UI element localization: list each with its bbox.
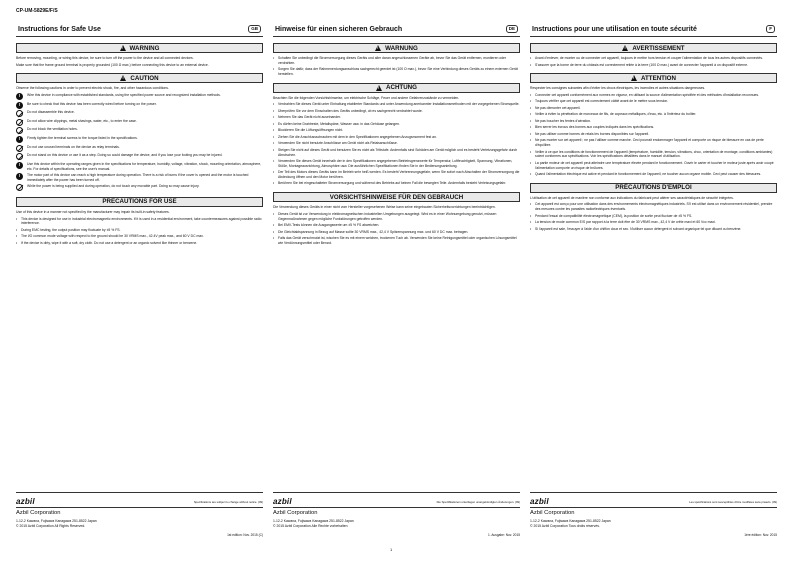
caution-item: • Quand l'alimentation électrique est active et pendant le fonctionnement de l'appareil, ne toucher aucun organe mobile. Ceci peut causer des blessures. [530,172,777,177]
caution-item: • Der Teil des Motors dieses Geräts kann im Betrieb sehr heiß werden. Es besteht Verbrennungsgefahr, wenn Sie sofort nach Abschalten der Stromversorgung die Abdeckung öffnen und den Motor berühren. [273,170,520,179]
precaution-item: • Falls das Gerät verschmutzt ist, wischen Sie es mit einem weichen, trockenen Tuch ab. Verwenden Sie keine Reinigungsmittel oder organischen Lösungsmittel wie Verdünnungsmittel oder Benzol. [273,236,520,245]
footer-divider [273,507,520,508]
corporation-name: Azbil Corporation [530,510,575,516]
precaution-item: • If the device is dirty, wipe it with a soft, dry cloth. Do not use a detergent or an organic solvent like thinner or benzene. [16,241,263,246]
column-english [16,24,263,524]
column-header [273,24,520,37]
caution-item: • Verwenden Sie nicht benutzte Anschlüsse am Gerät nicht als Relaisanschlüsse. [273,141,520,146]
azbil-logo: azbil [16,497,35,506]
column-title: Instructions pour une utilisation en toute sécurité [532,25,697,33]
edition-info: 1. Ausgabe: Nov. 2015 [487,533,520,537]
caution-item: While the power is being supplied and during operation, do not touch any movable part. Doing so may cause injury. [16,184,263,191]
mandatory-action-icon: ! [16,93,23,100]
caution-item: Do not block the ventilation holes. [16,127,263,134]
warning-header: ! AVERTISSEMENT [530,43,777,53]
warning-header: ! WARNUNG [273,43,520,53]
footer-french [530,492,777,546]
caution-item: • Ne pas monter sur cet appareil ; ne pas l'utiliser comme marche. Ceci pourrait endommager l'appareil et comporte un risque de blessure en cas de perte d'équilibre. [530,138,777,147]
copyright: © 2015 Azbil Corporation Tous droits réservés. [530,524,600,528]
mandatory-action-icon: ! [16,136,23,143]
column-header [16,24,263,37]
precaution-item: • Si l'appareil est sale, l'essuyer à l'aide d'un chiffon doux et sec. N'utiliser aucun détergent ni solvant organique tel que diluant ou benzène. [530,227,777,232]
prohibited-icon [16,119,23,126]
warning-text: • S'assurer que la borne de terre du châssis est correctement reliée à la terre (100 Ω max.) avant de connecter l'appareil à un dispositif externe. [530,63,777,68]
warning-text: Before removing, mounting, or wiring this device, be sure to turn off the power to the device and all connected devices. [16,56,194,60]
azbil-logo: azbil [273,497,292,506]
prohibited-icon [16,127,23,134]
caution-item: Do not stand on this device or use it as a step. Doing so could damage the device, and if you lose your footing you may be injured. [16,153,263,160]
language-badge: F [766,25,775,33]
footer-english [16,492,263,546]
caution-header: ! ATTENTION [530,73,777,83]
caution-item: • Nehmen Sie das Gerät nicht auseinander. [273,115,520,120]
warning-header: ! WARNING [16,43,263,53]
precautions-header: PRÉCAUTIONS D'EMPLOI [530,183,777,193]
warning-triangle-icon [120,75,126,81]
caution-header: ! CAUTION [16,73,263,83]
warning-triangle-icon [631,75,637,81]
corporation-name: Azbil Corporation [16,510,61,516]
caution-item: • Toujours vérifier que cet appareil est correctement câblé avant de le mettre sous tension. [530,99,777,104]
copyright: © 2015 Azbil Corporation All Rights Reserved. [16,524,86,528]
precaution-item: • Dieses Gerät ist zur Verwendung in elektromagnetischen industriellen Umgebungen ausgelegt. Wird es in einer Wohnumgebung genutzt, müssen Gegenmaßnahmen gegen mögliche Funkstörungen getroffen werden. [273,212,520,221]
prohibited-icon [16,153,23,160]
azbil-logo: azbil [530,497,549,506]
precaution-item: • During EMC testing, the output position may fluctuate by ±5 % FS. [16,228,263,233]
caution-item: Do not allow wire clippings, metal shavings, water, etc., to enter the case. [16,119,263,126]
precaution-item: • This device is designed for use in industrial electromagnetic environments. If it is used in a residential environment, take countermeasures against possible radio interference. [16,217,263,226]
footer-divider [16,507,263,508]
address: 1-12-2 Kawana, Fujisawa Kanagawa 251-8522 Japan [530,519,611,523]
caution-item: • Überprüfen Sie vor dem Einschalten des Geräts unbedingt, ob es sachgerecht verdrahtet wurde. [273,109,520,114]
copyright: © 2015 Azbil Corporation Alle Rechte vorbehalten [273,524,348,528]
caution-item: Do not use unused terminals on the device as relay terminals. [16,145,263,152]
caution-item: • Ne pas démonter cet appareil. [530,106,777,111]
precaution-item: • Die Gleichtaktspannung in Bezug auf Masse sollte 30 VRMS max., 42,4 V Spitzenspannung max. und 60 V DC max. betragen. [273,230,520,235]
caution-item: ! The motor part of this device can reach a high temperature during operation. There is a risk of burns if the cover is opened and the motor is touched immediately after the power has been turned off. [16,173,263,182]
warning-text: Make sure that the frame ground terminal is properly grounded (100 Ω max.) before connecting this device to an external device. [16,62,209,67]
page-number: 1 [390,547,393,552]
warning-text: • Avant d'enlever, de monter ou de connecter cet appareil, toujours le mettre hors tension et couper l'alimentation de tous les autres dispositifs connectés. [530,56,777,61]
column-title: Hinweise für einen sicheren Gebrauch [275,25,403,33]
caution-item: • Ne pas utiliser comme bornes de relais les bornes disponibles sur l'appareil. [530,132,777,137]
caution-item: • Connecter cet appareil conformément aux normes en vigueur, en utilisant la source d'alimentation spécifiée et des méthodes d'installation reconnues. [530,93,777,98]
precaution-item: • Bei EMV-Tests können die Ausgangswerte um ±5 % FS abweichen. [273,223,520,228]
caution-item: • Ziehen Sie die Anschlussschrauben mit dem in den Spezifikationen angegebenen Anzugsmoment fest an. [273,135,520,140]
document-code: CP-UM-5829E/F/S [16,8,58,14]
warning-triangle-icon [120,45,126,51]
precautions-intro: L'utilisation de cet appareil de manière non conforme aux indications du fabricant peut altérer ses caractéristiques de sécurité intégrées. [530,195,734,200]
caution-item: • La partie moteur de cet appareil peut atteindre une température élevée pendant le fonctionnement. Ouvrir le carter et toucher le moteur juste après avoir coupé l'alimentation comporte un risque de brûlures. [530,161,777,170]
precautions-intro: Use of this device in a manner not specified by the manufacturer may impair its built-in safety features. [16,209,170,214]
precautions-header: VORSICHTSHINWEISE FÜR DEN GEBRAUCH [273,192,520,202]
no-touch-icon [16,184,23,191]
caution-item: • Berühren Sie bei eingeschalteter Stromversorgung und während des Betriebs auf keinen Fall die bewegten Teile. Andernfalls besteht Verletzungsgefahr. [273,181,520,186]
caution-item: • Veiller à éviter la pénétration de morceaux de fils, de copeaux métalliques, d'eau, etc. à l'intérieur du boîtier. [530,112,777,117]
mandatory-action-icon: ! [16,162,23,169]
footer-divider [530,507,777,508]
caution-intro: Observe the following cautions in order to prevent electric shock, fire, and other hazardous conditions. [16,86,169,91]
caution-header: ! ACHTUNG [273,83,520,93]
column-header [530,24,777,37]
caution-item: • Veiller à ce que les conditions de fonctionnement de l'appareil (température, humidité, tension, vibrations, choc, orientation de montage, conditions ambiantes) soient conformes aux spécifications. Voir les spécifications détaillées dans le manuel d'utilisation. [530,150,777,159]
precaution-item: • The I/O common mode voltage with respect to the ground should be 30 VRMS max., 42.4V peak max., and 60 V DC max. [16,234,263,239]
caution-item: • Verwenden Sie dieses Gerät innerhalb der in den Spezifikationen angegebenen Betriebsgrenzwerte für Temperatur, Luftfeuchtigkeit, Spannung, Vibrationen, Stöße, Montageausrichtung, Atmosphäre usw. Die ausführlichen Spezifikationen finden Sie in der Bedienungsanleitung. [273,159,520,168]
language-badge: DE [506,25,518,33]
spec-note: Die Spezifikationen unterliegen unangekündigten Änderungen. (09) [436,500,520,504]
edition-info: 1st edition: Nov. 2015 (C) [227,533,263,537]
precaution-item: • La tension de mode commun E/S par rapport à la terre doit être de 30 VRMS max., 42,4 V de crête maxi et 60 Vcc maxi. [530,220,777,225]
caution-item: • Bien serrer les écrous des bornes aux couples indiqués dans les spécifications. [530,125,777,130]
caution-item: • Verdrahten Sie dieses Gerät unter Einhaltung etablierter Standards und unter Anwendung anerkannter Installationsmethoden mit der vorgegebenen Stromquelle. [273,102,520,107]
corporation-name: Azbil Corporation [273,510,318,516]
precaution-item: • Pendant l'essai de compatibilité électromagnétique (CEM), la position de sortie peut fluctuer de ±5 % FS. [530,214,777,219]
warning-triangle-icon [375,45,381,51]
caution-intro: Beachten Sie die folgenden Vorsichtshinweise, um elektrische Schläge, Feuer und andere Gefahrenzustände zu vermeiden. [273,95,460,100]
caution-item: ! Be sure to check that this device has been correctly wired before turning on the power. [16,102,263,109]
address: 1-12-2 Kawana, Fujisawa Kanagawa 251-8522 Japan [16,519,97,523]
column-french [530,24,777,524]
precautions-header: PRECAUTIONS FOR USE [16,197,263,207]
warning-text: • Schalten Sie unbedingt die Stromversorgung dieses Geräts und aller daran angeschlossenen Geräte ab, bevor Sie das Gerät entfernen, montieren oder verdrahten. [273,56,520,65]
warning-text: • Sorgen Sie dafür, dass der Rahmenerdungsanschluss sachgerecht geerdet ist (100 Ω max.), bevor Sie eine Verbindung dieses Geräts zu einem externen Gerät herstellen. [273,67,520,76]
caution-item: Do not disassemble this device. [16,110,263,117]
column-german [273,24,520,524]
spec-note: Les spécifications sont susceptibles d'être modifiées sans préavis. (09) [689,500,777,504]
caution-item: ! Use this device within the operating ranges given in the specifications for temperature, humidity, voltage, vibration, shock, mounting orientation, atmosphere, etc. For details of specifications, see the user's manual. [16,162,263,171]
footer-german [273,492,520,546]
address: 1-12-2 Kawana, Fujisawa Kanagawa 251-8522 Japan [273,519,354,523]
no-disassembly-icon [16,110,23,117]
edition-info: 1ère édition: Nov. 2015 [744,533,777,537]
mandatory-action-icon: ! [16,173,23,180]
mandatory-action-icon: ! [16,102,23,109]
warning-triangle-icon [622,45,628,51]
prohibited-icon [16,145,23,152]
caution-item: • Steigen Sie nicht auf dieses Gerät und benutzen Sie es nicht als Trittstufe. Andernfalls sind Schäden am Gerät möglich und es besteht Verletzungsgefahr durch Abrutschen. [273,148,520,157]
caution-item: • Es dürfen keine Drahtreste, Metallspäne, Wasser usw. in das Gehäuse gelangen. [273,122,520,127]
caution-intro: Respecter les consignes suivantes afin d'éviter les chocs électriques, les incendies et autres situations dangereuses. [530,86,706,91]
caution-item: • Blockieren Sie die Lüftungsöffnungen nicht. [273,128,520,133]
caution-item: ! Firmly tighten the terminal screws to the torque listed in the specifications. [16,136,263,143]
caution-item: ! Wire this device in compliance with established standards, using the specified power source and recognized installation methods. [16,93,263,100]
precaution-item: • Cet appareil est conçu pour une utilisation dans des environnements électromagnétiques industriels. S'il est utilisé dans un environnement résidentiel, prendre des mesures contre les parasites radioélectriques éventuels. [530,202,777,211]
language-badge: GB [248,25,261,33]
caution-item: • Ne pas boucher les fentes d'aération. [530,119,777,124]
spec-note: Specifications are subject to change without notice. (09) [193,500,263,504]
column-title: Instructions for Safe Use [18,25,101,33]
precautions-intro: Die Verwendung dieses Geräts in einer nicht vom Hersteller vorgesehenen Weise kann seine eingebauten Sicherheitsvorrichtungen beeinträchtigen. [273,205,496,210]
warning-triangle-icon [376,85,382,91]
